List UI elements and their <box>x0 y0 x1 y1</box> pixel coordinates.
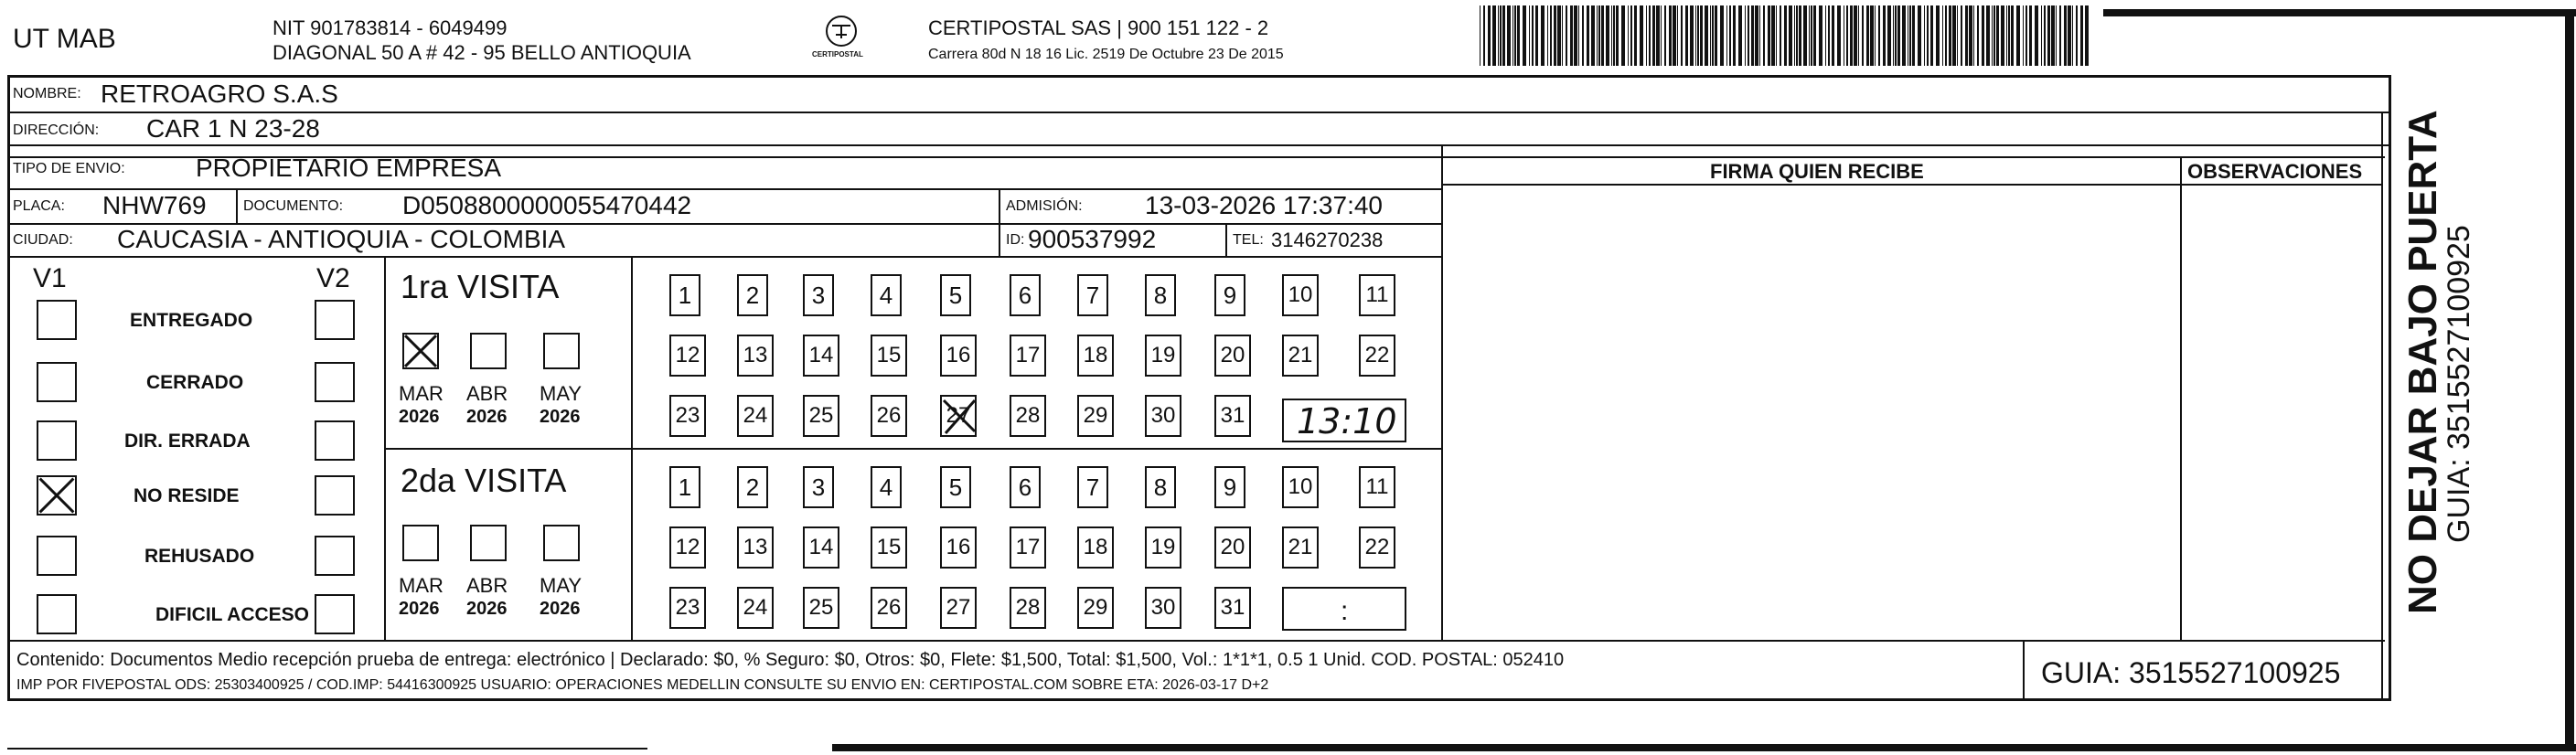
day-15[interactable]: 15 <box>871 526 907 569</box>
signature-divider <box>2381 112 2383 701</box>
name-label: NOMBRE: <box>13 86 81 101</box>
company-nit: NIT 901783814 - 6049499 <box>273 16 508 39</box>
day-1[interactable]: 1 <box>669 274 700 316</box>
day-18[interactable]: 18 <box>1077 335 1114 377</box>
logo-text: CERTIPOSTAL <box>812 50 863 58</box>
month-year: 2026 <box>399 407 440 427</box>
day-20[interactable]: 20 <box>1214 335 1251 377</box>
day-30[interactable]: 30 <box>1145 395 1181 437</box>
v1-checkbox[interactable] <box>37 536 77 576</box>
company-address: DIAGONAL 50 A # 42 - 95 BELLO ANTIOQUIA <box>273 41 691 64</box>
signature-divider <box>2180 156 2182 640</box>
day-6[interactable]: 6 <box>1010 466 1041 508</box>
type-value: PROPIETARIO EMPRESA <box>196 154 501 182</box>
firma-label: FIRMA QUIEN RECIBE <box>1710 160 1924 183</box>
cell-divider <box>236 188 238 223</box>
address-label: DIRECCIÓN: <box>13 122 100 138</box>
day-10[interactable]: 10 <box>1282 274 1319 316</box>
month-label: MAR <box>399 574 444 597</box>
month-checkbox-mar[interactable] <box>402 333 439 369</box>
month-label: MAY <box>540 574 583 597</box>
id-label: ID: <box>1006 232 1025 248</box>
visit2-time: : <box>1341 596 1349 626</box>
row-line <box>7 256 1443 258</box>
bottom-edge <box>7 748 647 750</box>
month-year: 2026 <box>540 407 581 427</box>
v1-label: V1 <box>33 263 67 293</box>
day-23[interactable]: 23 <box>669 587 706 629</box>
day-3[interactable]: 3 <box>803 274 834 316</box>
day-10[interactable]: 10 <box>1282 466 1319 508</box>
month-year: 2026 <box>399 599 440 619</box>
month-checkbox-abr[interactable] <box>470 333 507 369</box>
day-21[interactable]: 21 <box>1282 335 1319 377</box>
day-1[interactable]: 1 <box>669 466 700 508</box>
month-checkbox-mar[interactable] <box>402 525 439 561</box>
day-14[interactable]: 14 <box>803 335 839 377</box>
day-16[interactable]: 16 <box>940 335 977 377</box>
id-value: 900537992 <box>1028 225 1157 253</box>
day-29[interactable]: 29 <box>1077 395 1114 437</box>
v2-label: V2 <box>316 263 350 293</box>
day-31[interactable]: 31 <box>1214 587 1251 629</box>
month-checkbox-may[interactable] <box>543 525 580 561</box>
document-value: D0508800000055470442 <box>402 191 692 219</box>
month-label: MAR <box>399 382 444 405</box>
day-5[interactable]: 5 <box>940 274 971 316</box>
month-checkbox-abr[interactable] <box>470 525 507 561</box>
city-value: CAUCASIA - ANTIOQUIA - COLOMBIA <box>117 225 566 253</box>
month-label: ABR <box>466 574 508 597</box>
certipostal-logo <box>805 13 878 66</box>
day-6[interactable]: 6 <box>1010 274 1041 316</box>
v1-checkbox[interactable] <box>37 362 77 402</box>
day-22[interactable]: 22 <box>1359 335 1395 377</box>
address-value: CAR 1 N 23-28 <box>146 114 320 143</box>
v2-checkbox[interactable] <box>315 594 355 634</box>
row-line <box>7 188 1443 190</box>
side-guia: GUIA: 3515527100925 <box>2442 225 2476 543</box>
status-label: DIR. ERRADA <box>124 431 251 452</box>
day-26[interactable]: 26 <box>871 587 907 629</box>
admission-label: ADMISIÓN: <box>1006 198 1083 214</box>
day-22[interactable]: 22 <box>1359 526 1395 569</box>
visit1-time: 13:10 <box>1297 401 1397 441</box>
status-label: REHUSADO <box>144 546 255 567</box>
day-28[interactable]: 28 <box>1010 395 1046 437</box>
v2-checkbox[interactable] <box>315 362 355 402</box>
day-3[interactable]: 3 <box>803 466 834 508</box>
month-label: ABR <box>466 382 508 405</box>
admission-value: 13-03-2026 17:37:40 <box>1145 191 1383 219</box>
plate-label: PLACA: <box>13 198 65 214</box>
header-top-edge-thick <box>2103 9 2576 16</box>
bottom-edge <box>832 744 2576 751</box>
day-5[interactable]: 5 <box>940 466 971 508</box>
status-label: DIFICIL ACCESO <box>155 604 310 625</box>
cell-divider <box>1225 223 1227 258</box>
day-2[interactable]: 2 <box>737 274 768 316</box>
month-year: 2026 <box>540 599 581 619</box>
day-20[interactable]: 20 <box>1214 526 1251 569</box>
footer-guia: GUIA: 3515527100925 <box>2041 656 2341 689</box>
visit2-time-field[interactable] <box>1282 587 1406 631</box>
v2-checkbox[interactable] <box>315 300 355 340</box>
day-8[interactable]: 8 <box>1145 466 1176 508</box>
row-line <box>7 144 2391 146</box>
carrier-name: CERTIPOSTAL SAS | 900 151 122 - 2 <box>928 16 1269 39</box>
status-label: NO RESIDE <box>134 485 240 506</box>
day-4[interactable]: 4 <box>871 274 902 316</box>
right-edge <box>2565 13 2574 744</box>
day-26[interactable]: 26 <box>871 395 907 437</box>
day-21[interactable]: 21 <box>1282 526 1319 569</box>
day-15[interactable]: 15 <box>871 335 907 377</box>
day-16[interactable]: 16 <box>940 526 977 569</box>
v2-checkbox[interactable] <box>315 536 355 576</box>
day-8[interactable]: 8 <box>1145 274 1176 316</box>
tel-label: TEL: <box>1233 232 1264 248</box>
visit-separator <box>384 448 1441 450</box>
document-label: DOCUMENTO: <box>243 198 344 214</box>
day-24[interactable]: 24 <box>737 587 774 629</box>
day-17[interactable]: 17 <box>1010 335 1046 377</box>
day-19[interactable]: 19 <box>1145 335 1181 377</box>
day-30[interactable]: 30 <box>1145 587 1181 629</box>
day-9[interactable]: 9 <box>1214 274 1245 316</box>
signature-header-line <box>1441 184 2383 186</box>
day-25[interactable]: 25 <box>803 395 839 437</box>
status-label: CERRADO <box>146 372 244 393</box>
month-year: 2026 <box>466 407 508 427</box>
day-4[interactable]: 4 <box>871 466 902 508</box>
plate-value: NHW769 <box>102 191 207 219</box>
day-19[interactable]: 19 <box>1145 526 1181 569</box>
day-7[interactable]: 7 <box>1077 274 1108 316</box>
day-23[interactable]: 23 <box>669 395 706 437</box>
day-mark-x <box>938 395 980 437</box>
month-checkbox-may[interactable] <box>543 333 580 369</box>
day-31[interactable]: 31 <box>1214 395 1251 437</box>
footer-imp: IMP POR FIVEPOSTAL ODS: 25303400925 / COD.IMP: 54416300925 USUARIO: OPERACIONES MEDELLIN CONSULTE SU ENVIO EN: CERTIPOSTAL.COM SOBRE ETA: 2026-03-17 D+2 <box>16 677 1269 693</box>
v2-checkbox[interactable] <box>315 420 355 461</box>
month-label: MAY <box>540 382 583 405</box>
day-18[interactable]: 18 <box>1077 526 1114 569</box>
month-year: 2026 <box>466 599 508 619</box>
day-13[interactable]: 13 <box>737 335 774 377</box>
day-12[interactable]: 12 <box>669 526 706 569</box>
day-2[interactable]: 2 <box>737 466 768 508</box>
day-29[interactable]: 29 <box>1077 587 1114 629</box>
signature-divider <box>1441 144 1443 640</box>
visit1-time-field[interactable] <box>1282 399 1406 442</box>
visit1-title: 1ra VISITA <box>401 268 560 305</box>
day-25[interactable]: 25 <box>803 587 839 629</box>
carrier-license: Carrera 80d N 18 16 Lic. 2519 De Octubre 23 De 2015 <box>928 47 1284 62</box>
day-17[interactable]: 17 <box>1010 526 1046 569</box>
day-24[interactable]: 24 <box>737 395 774 437</box>
v2-checkbox[interactable] <box>315 475 355 516</box>
row-line <box>7 112 2391 113</box>
footer-contents: Contenido: Documentos Medio recepción prueba de entrega: electrónico | Declarado: $0, % Seguro: $0, Otros: $0, Flete: $1,500, Total: $1,500, Vol.: 1*1*1, 0.5 1 Unid. COD. POSTAL: 052410 <box>16 650 1565 670</box>
tel-value: 3146270238 <box>1271 229 1384 251</box>
status-label: ENTREGADO <box>130 310 253 331</box>
v1-checkbox[interactable] <box>37 475 77 516</box>
day-14[interactable]: 14 <box>803 526 839 569</box>
row-line <box>7 640 2385 642</box>
type-label: TIPO DE ENVIO: <box>13 161 125 176</box>
day-7[interactable]: 7 <box>1077 466 1108 508</box>
observaciones-label: OBSERVACIONES <box>2187 160 2363 183</box>
day-27[interactable]: 27 <box>940 395 977 437</box>
footer-divider <box>2023 640 2025 701</box>
day-27[interactable]: 27 <box>940 587 977 629</box>
name-value: RETROAGRO S.A.S <box>101 80 338 108</box>
day-12[interactable]: 12 <box>669 335 706 377</box>
company-name: UT MAB <box>13 24 116 54</box>
barcode <box>1480 5 2092 66</box>
city-label: CIUDAD: <box>13 232 73 248</box>
day-9[interactable]: 9 <box>1214 466 1245 508</box>
day-28[interactable]: 28 <box>1010 587 1046 629</box>
day-13[interactable]: 13 <box>737 526 774 569</box>
side-notice: NO DEJAR BAJO PUERTA <box>2400 110 2445 614</box>
v1-checkbox[interactable] <box>37 420 77 461</box>
v1-checkbox[interactable] <box>37 300 77 340</box>
day-11[interactable]: 11 <box>1359 466 1395 508</box>
v1-checkbox[interactable] <box>37 594 77 634</box>
visit2-title: 2da VISITA <box>401 462 567 499</box>
cell-divider <box>999 188 1000 258</box>
day-11[interactable]: 11 <box>1359 274 1395 316</box>
